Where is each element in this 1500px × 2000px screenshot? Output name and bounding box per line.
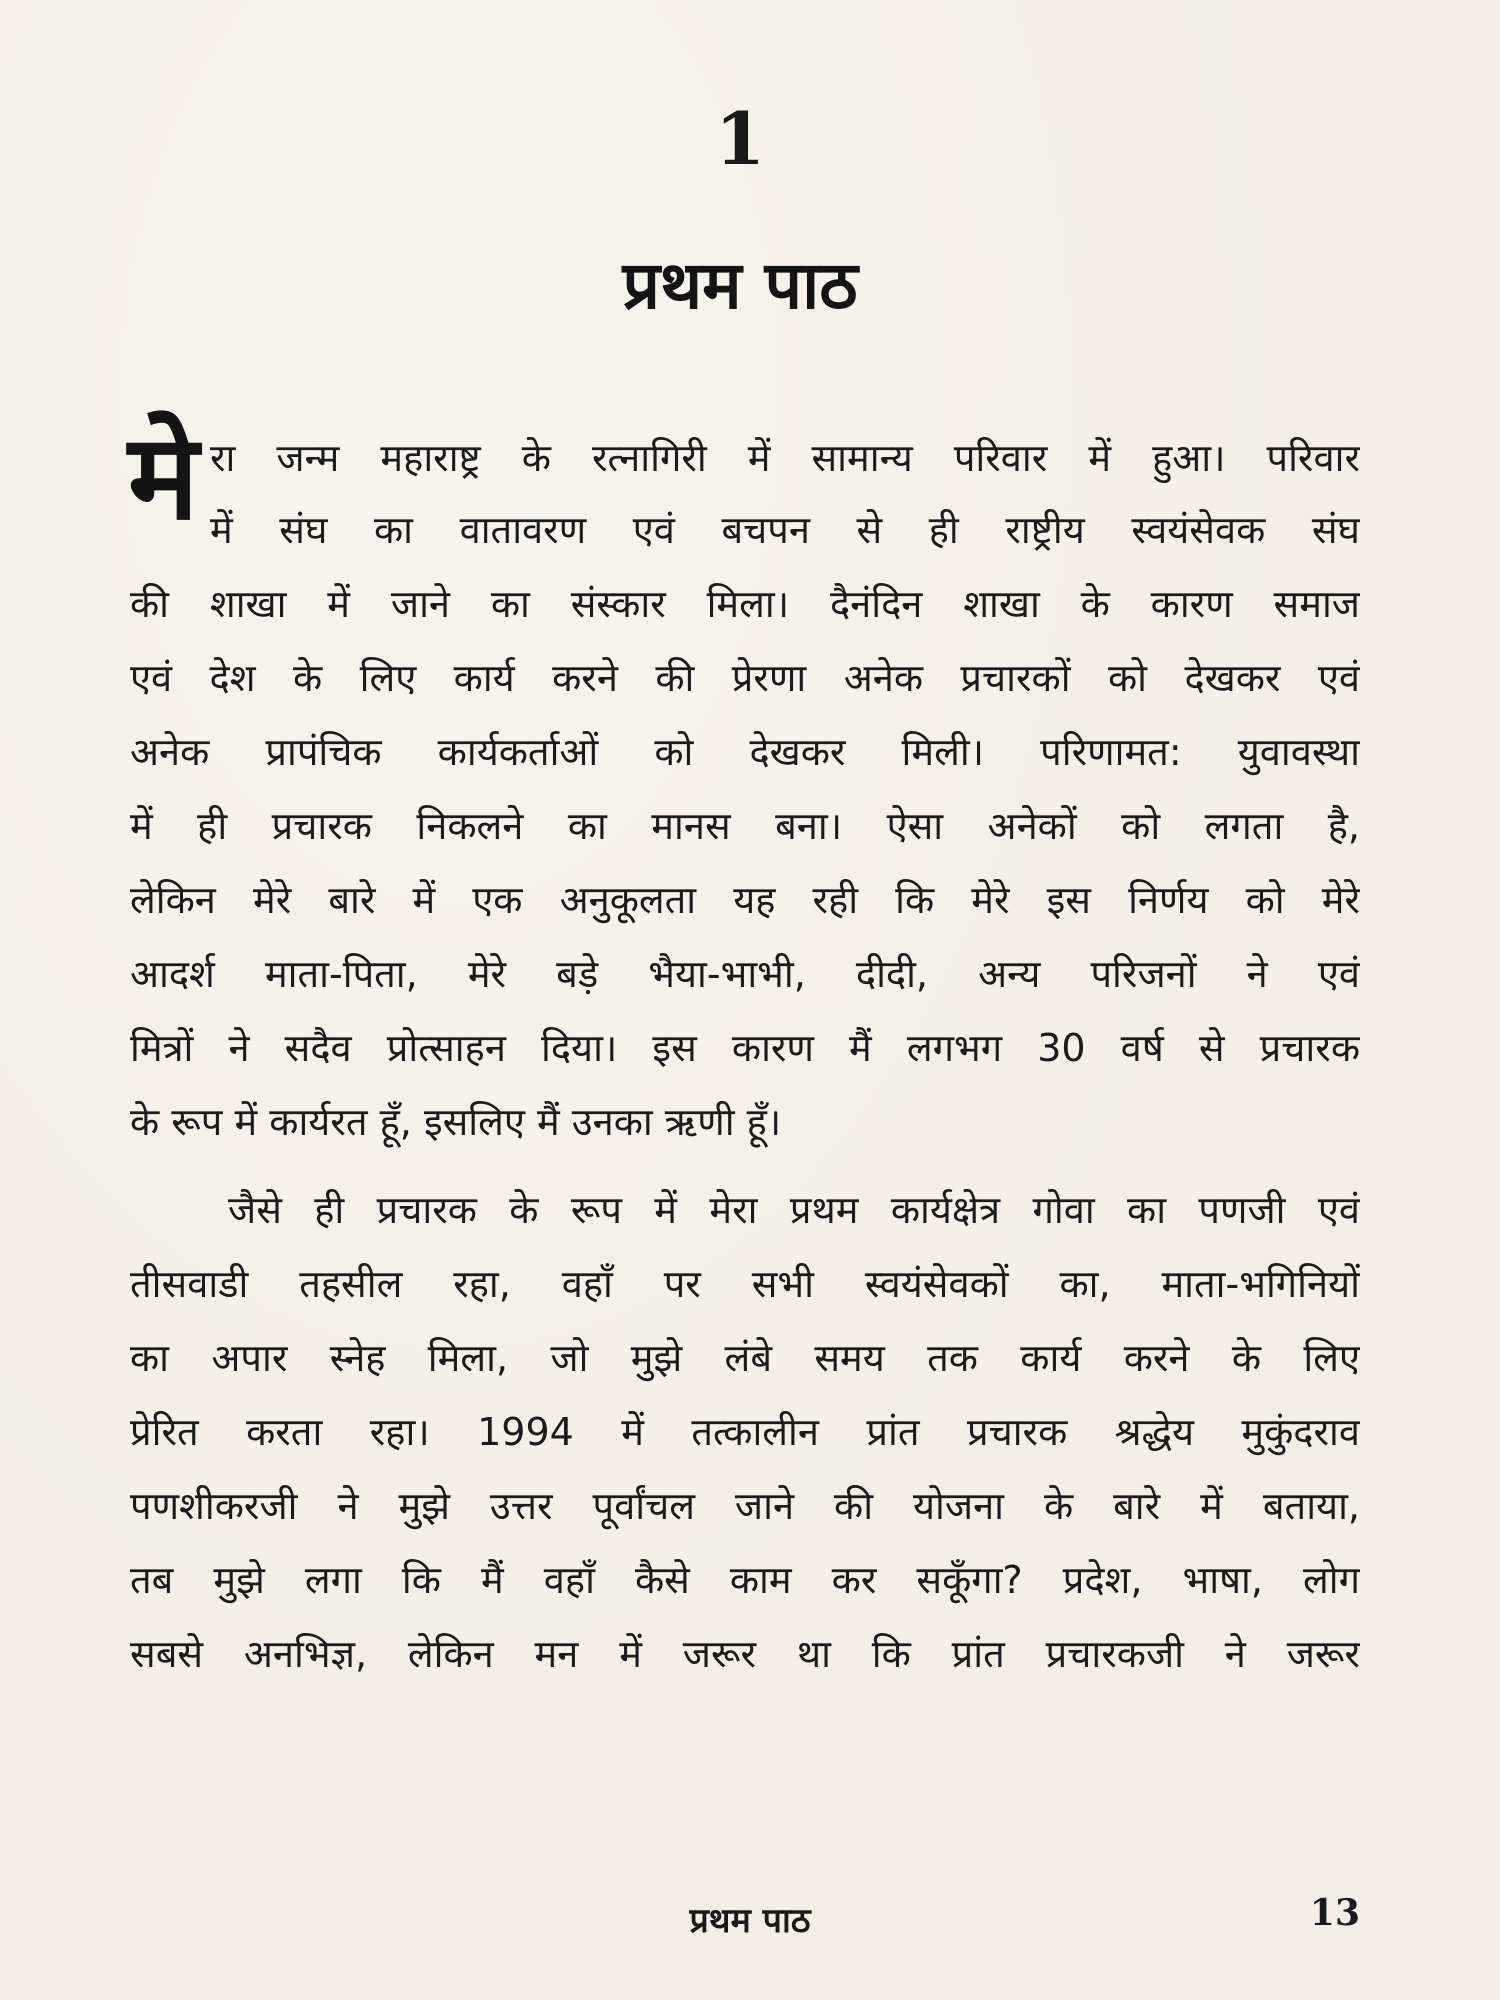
text-line: के रूप में कार्यरत हूँ, इसलिए मैं उनका ऋणी हूँ। [130, 1100, 782, 1144]
drop-cap: मे [128, 408, 199, 546]
text-line: तब मुझे लगा कि मैं वहाँ कैसे काम कर सकूँगा? प्रदेश, भाषा, लोग [130, 1558, 1360, 1602]
chapter-title: प्रथम पाठ [622, 247, 858, 324]
text-line: प्रेरित करता रहा। 1994 में तत्कालीन प्रांत प्रचारक श्रद्धेय मुकुंदराव [130, 1410, 1360, 1454]
text-line: अनेक प्रापंचिक कार्यकर्ताओं को देखकर मिली। परिणामत: युवावस्था [130, 730, 1360, 774]
text-line: में ही प्रचारक निकलने का मानस बना। ऐसा अनेकों को लगता है, [130, 804, 1360, 848]
text-line: पणशीकरजी ने मुझे उत्तर पूर्वांचल जाने की योजना के बारे में बताया, [130, 1484, 1360, 1528]
text-line: आदर्श माता-पिता, मेरे बड़े भैया-भाभी, दीदी, अन्य परिजनों ने एवं [130, 952, 1360, 996]
text-line: में संघ का वातावरण एवं बचपन से ही राष्ट्रीय स्वयंसेवक संघ [210, 508, 1360, 552]
running-footer-title: प्रथम पाठ [689, 1901, 811, 1941]
text-line: मित्रों ने सदैव प्रोत्साहन दिया। इस कारण मैं लगभग 30 वर्ष से प्रचारक [130, 1026, 1360, 1070]
text-line: रा जन्म महाराष्ट्र के रत्नागिरी में सामान्य परिवार में हुआ। परिवार [210, 436, 1360, 480]
text-line: का अपार स्नेह मिला, जो मुझे लंबे समय तक कार्य करने के लिए [130, 1336, 1360, 1380]
text-line: तीसवाडी तहसील रहा, वहाँ पर सभी स्वयंसेवकों का, माता-भगिनियों [130, 1262, 1360, 1306]
text-line: की शाखा में जाने का संस्कार मिला। दैनंदिन शाखा के कारण समाज [130, 582, 1360, 626]
text-line: एवं देश के लिए कार्य करने की प्रेरणा अनेक प्रचारकों को देखकर एवं [130, 656, 1360, 700]
text-line: लेकिन मेरे बारे में एक अनुकूलता यह रही कि मेरे इस निर्णय को मेरे [130, 878, 1360, 922]
text-line: सबसे अनभिज्ञ, लेकिन मन में जरूर था कि प्रांत प्रचारकजी ने जरूर [130, 1632, 1360, 1676]
text-line: जैसे ही प्रचारक के रूप में मेरा प्रथम कार्यक्षेत्र गोवा का पणजी एवं [228, 1188, 1360, 1232]
chapter-number: 1 [714, 96, 766, 181]
page-number: 13 [1309, 1892, 1360, 1934]
